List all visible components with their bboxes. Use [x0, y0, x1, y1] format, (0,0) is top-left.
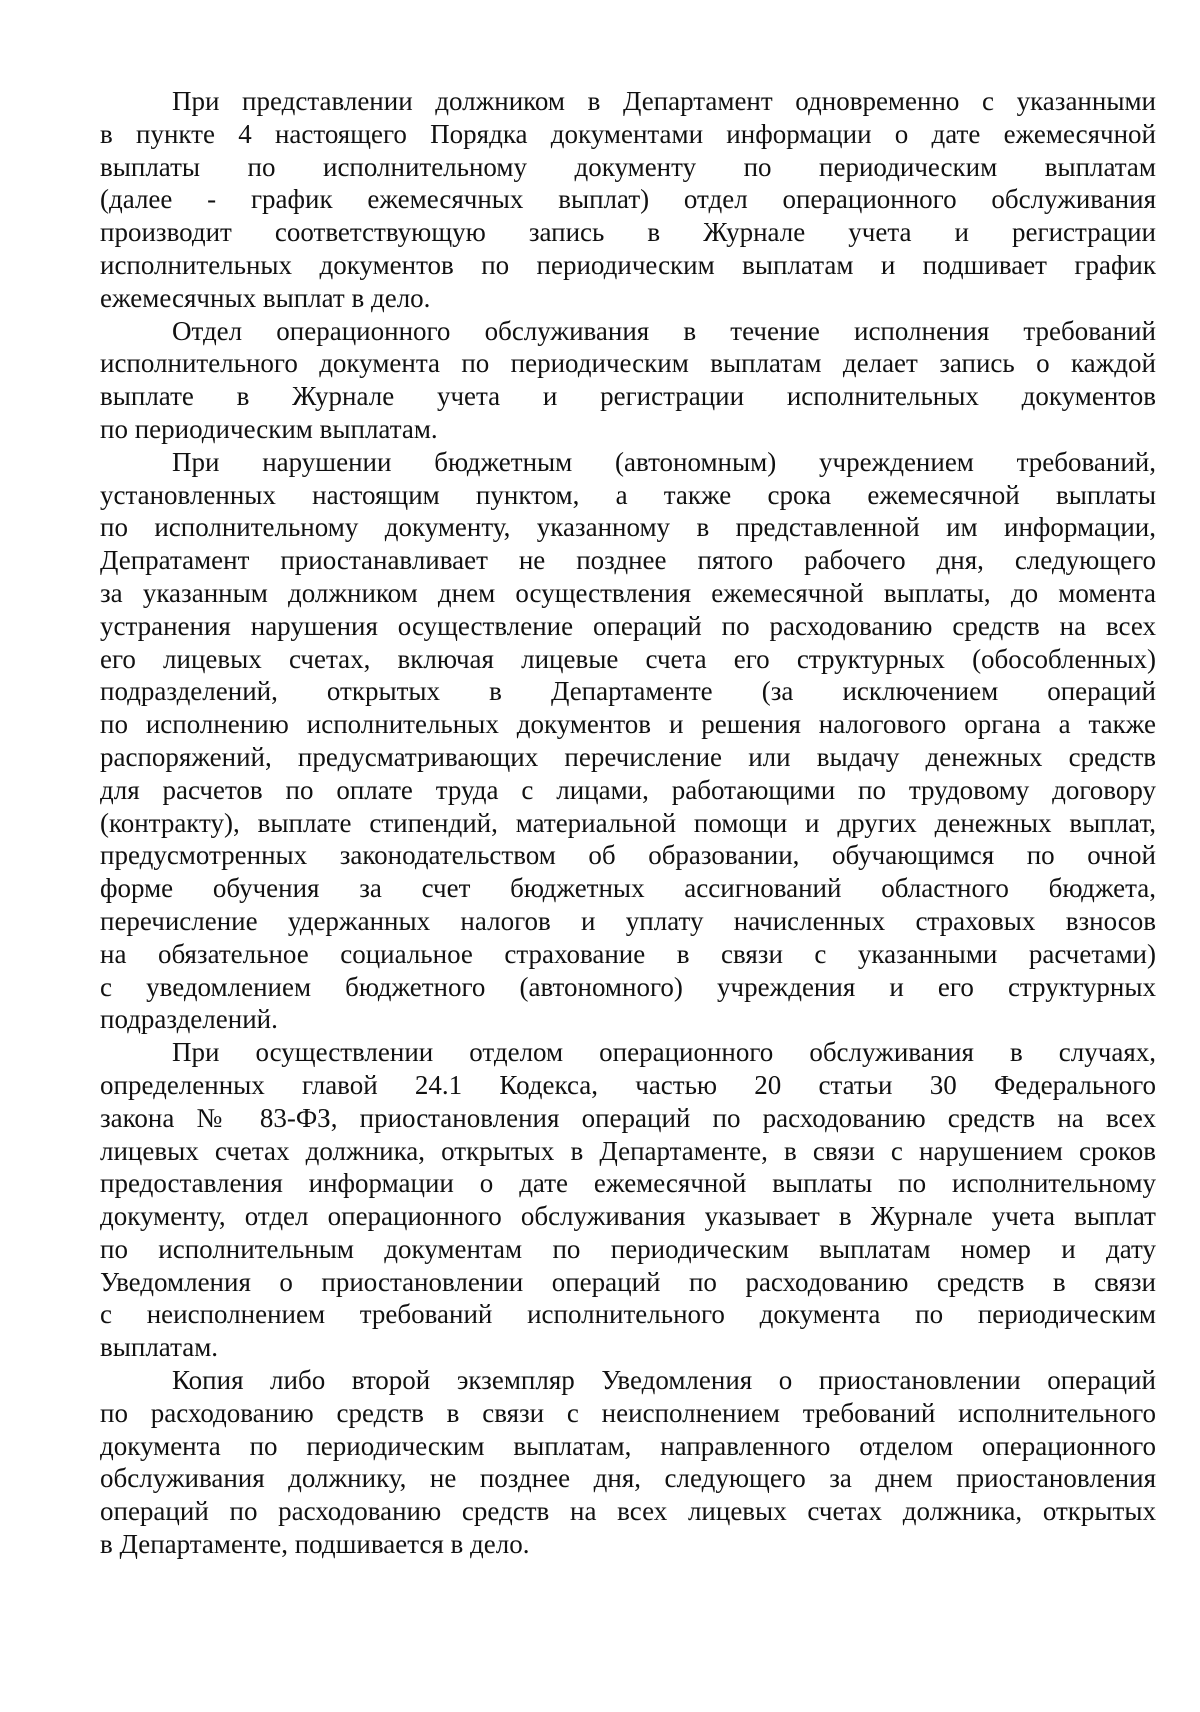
paragraph: [100, 446, 1156, 1036]
paragraph: [100, 1036, 1156, 1364]
text-line: в пункте 4 настоящего Порядка документами информации о дате ежемесячной: [100, 118, 1156, 149]
text-line: документу, отдел операционного обслуживания указывает в Журнале учета выплат: [100, 1201, 1156, 1232]
text-line: форме обучения за счет бюджетных ассигнований областного бюджета,: [100, 873, 1156, 904]
text-line: распоряжений, предусматривающих перечисление или выдачу денежных средств: [100, 741, 1156, 772]
text-line: по расходованию средств в связи с неисполнением требований исполнительного: [100, 1397, 1156, 1428]
document-body: [100, 85, 1156, 1561]
text-line: для расчетов по оплате труда с лицами, работающими по трудовому договору: [100, 774, 1156, 805]
text-line: перечисление удержанных налогов и уплату начисленных страховых взносов: [100, 905, 1156, 936]
text-line: исполнительных документов по периодическим выплатам и подшивает график: [100, 249, 1156, 280]
text-line: производит соответствующую запись в Журнале учета и регистрации: [100, 217, 1156, 248]
text-line: с уведомлением бюджетного (автономного) учреждения и его структурных: [100, 971, 1156, 1002]
text-line: выплате в Журнале учета и регистрации исполнительных документов: [100, 381, 1156, 412]
text-line: ежемесячных выплат в дело.: [100, 282, 431, 313]
text-line: на обязательное социальное страхование в связи с указанными расчетами): [100, 938, 1156, 969]
text-line: документа по периодическим выплатам, направленного отделом операционного: [100, 1430, 1156, 1461]
text-line: определенных главой 24.1 Кодекса, частью 20 статьи 30 Федерального: [100, 1069, 1156, 1100]
text-line: При представлении должником в Департамент одновременно с указанными: [172, 86, 1156, 116]
text-line: подразделений.: [100, 1004, 278, 1035]
text-line: по исполнению исполнительных документов и решения налогового органа а также: [100, 709, 1156, 740]
text-line: предусмотренных законодательством об образовании, обучающимся по очной: [100, 840, 1156, 871]
text-line: по исполнительным документам по периодическим выплатам номер и дату: [100, 1233, 1156, 1264]
text-line: подразделений, открытых в Департаменте (за исключением операций: [100, 676, 1156, 707]
text-line: обслуживания должнику, не позднее дня, следующего за днем приостановления: [100, 1463, 1156, 1494]
text-line: Отдел операционного обслуживания в течение исполнения требований: [172, 315, 1156, 346]
text-line: (контракту), выплате стипендий, материальной помощи и других денежных выплат,: [100, 807, 1156, 838]
text-line: выплатам.: [100, 1332, 219, 1363]
text-line: за указанным должником днем осуществления ежемесячной выплаты, до момента: [100, 577, 1156, 608]
paragraph: [100, 1364, 1156, 1561]
text-line: операций по расходованию средств на всех лицевых счетах должника, открытых: [100, 1496, 1156, 1527]
text-line: выплаты по исполнительному документу по периодическим выплатам: [100, 151, 1156, 182]
text-line: исполнительного документа по периодическим выплатам делает запись о каждой: [100, 348, 1156, 379]
text-line: по периодическим выплатам.: [100, 413, 438, 444]
text-line: его лицевых счетах, включая лицевые счета его структурных (обособленных): [100, 643, 1156, 674]
paragraph: [100, 85, 1156, 315]
text-line: (далее - график ежемесячных выплат) отдел операционного обслуживания: [100, 184, 1156, 215]
text-line: При осуществлении отделом операционного обслуживания в случаях,: [172, 1037, 1156, 1068]
text-line: Копия либо второй экземпляр Уведомления о приостановлении операций: [172, 1365, 1156, 1396]
text-line: в Департаменте, подшивается в дело.: [100, 1529, 530, 1560]
text-line: Уведомления о приостановлении операций по расходованию средств в связи: [100, 1266, 1156, 1297]
paragraph: [100, 315, 1156, 446]
text-line: с неисполнением требований исполнительного документа по периодическим: [100, 1299, 1156, 1330]
text-line: по исполнительному документу, указанному в представленной им информации,: [100, 512, 1156, 543]
text-line: устранения нарушения осуществление операций по расходованию средств на всех: [100, 610, 1156, 641]
text-line: При нарушении бюджетным (автономным) учреждением требований,: [172, 446, 1156, 477]
text-line: лицевых счетах должника, открытых в Департаменте, в связи с нарушением сроков: [100, 1135, 1156, 1166]
text-line: предоставления информации о дате ежемесячной выплаты по исполнительному: [100, 1168, 1156, 1199]
text-line: установленных настоящим пунктом, а также срока ежемесячной выплаты: [100, 479, 1156, 510]
text-line: Депратамент приостанавливает не позднее пятого рабочего дня, следующего: [100, 545, 1156, 576]
text-line: закона № 83-ФЗ, приостановления операций по расходованию средств на всех: [100, 1102, 1156, 1133]
